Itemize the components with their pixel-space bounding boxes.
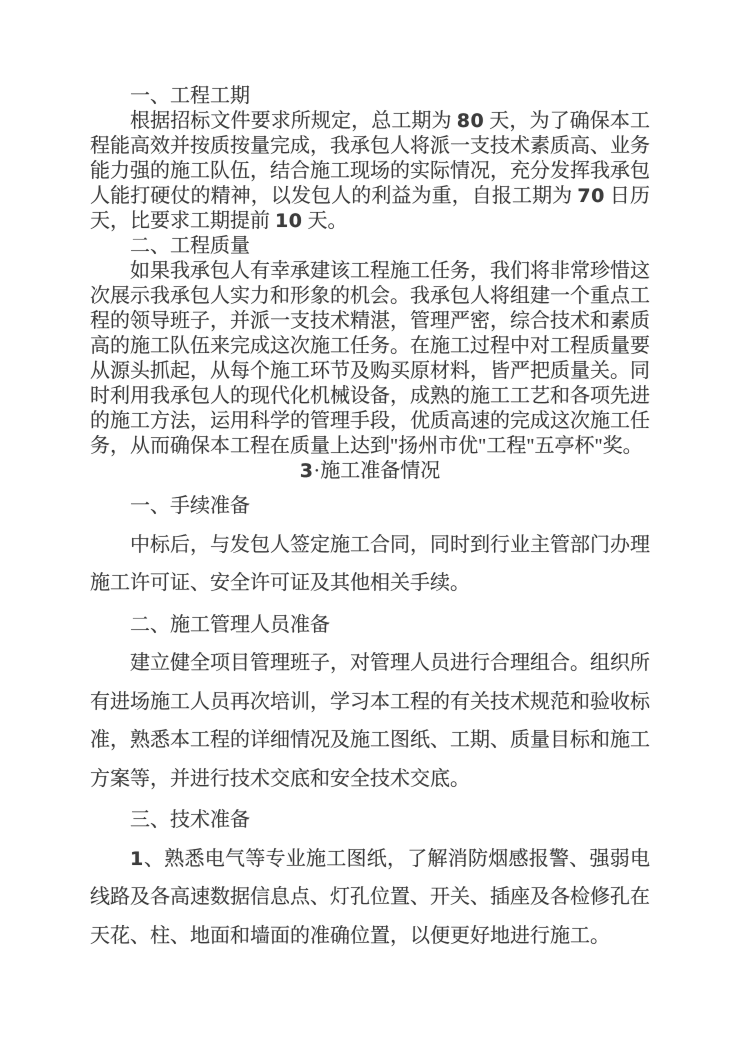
paragraph-project-duration: 根据招标文件要求所规定，总工期为 80 天，为了确保本工程能高效并按质按量完成，我承包人将派一支技术素质高、业务能力强的施工队伍，结合施工现场的实际情况，充分发挥我承包人能打硬仗的精神，以发包人的利益为重，自报工期为 70 日历天，比要求工期提前 10 天。 bbox=[90, 110, 651, 232]
heading-project-duration: 一、工程工期 bbox=[130, 85, 250, 107]
section-one-and-half-spaced bbox=[90, 487, 650, 955]
heading-technical-preparation: 三、技术准备 bbox=[130, 809, 250, 831]
paragraph-technical-preparation: 1、熟悉电气等专业施工图纸，了解消防烟感报警、强弱电线路及各高速数据信息点、灯孔位置、开关、插座及各检修孔在天花、柱、地面和墙面的准确位置，以便更好地进行施工。 bbox=[90, 847, 650, 947]
heading-management-personnel-preparation: 二、施工管理人员准备 bbox=[130, 613, 330, 636]
heading-procedure-preparation: 一、手续准备 bbox=[130, 495, 250, 517]
paragraph-procedure-preparation: 中标后，与发包人签定施工合同，同时到行业主管部门办理施工许可证、安全许可证及其他相关手续。 bbox=[90, 533, 650, 594]
paragraph-management-personnel-preparation: 建立健全项目管理班子，对管理人员进行合理组合。组织所有进场施工人员再次培训，学习本工程的有关技术规范和验收标准，熟悉本工程的详细情况及施工图纸、工期、质量目标和施工方案等，并进行技术交底和安全技术交底。 bbox=[90, 652, 650, 790]
heading-project-quality: 二、工程质量 bbox=[130, 235, 250, 257]
section-single-spaced bbox=[90, 84, 650, 484]
paragraph-project-quality: 如果我承包人有幸承建该工程施工任务，我们将非常珍惜这次展示我承包人实力和形象的机会。我承包人将组建一个重点工程的领导班子，并派一支技术精湛，管理严密，综合技术和素质高的施工队伍来完成这次施工任务。在施工过程中对工程质量要从源头抓起，从每个施工环节及购买原材料，皆严把质量关。同时利用我承包人的现代化机械设备，成熟的施工工艺和各项先进的施工方法，运用科学的管理手段，优质高速的完成这次施工任务，从而确保本工程在质量上达到"扬州市优"工程"五亭杯"奖。 bbox=[90, 260, 650, 457]
chapter-heading-construction-preparation: 3·施工准备情况 bbox=[299, 460, 441, 482]
document-content bbox=[90, 84, 650, 955]
